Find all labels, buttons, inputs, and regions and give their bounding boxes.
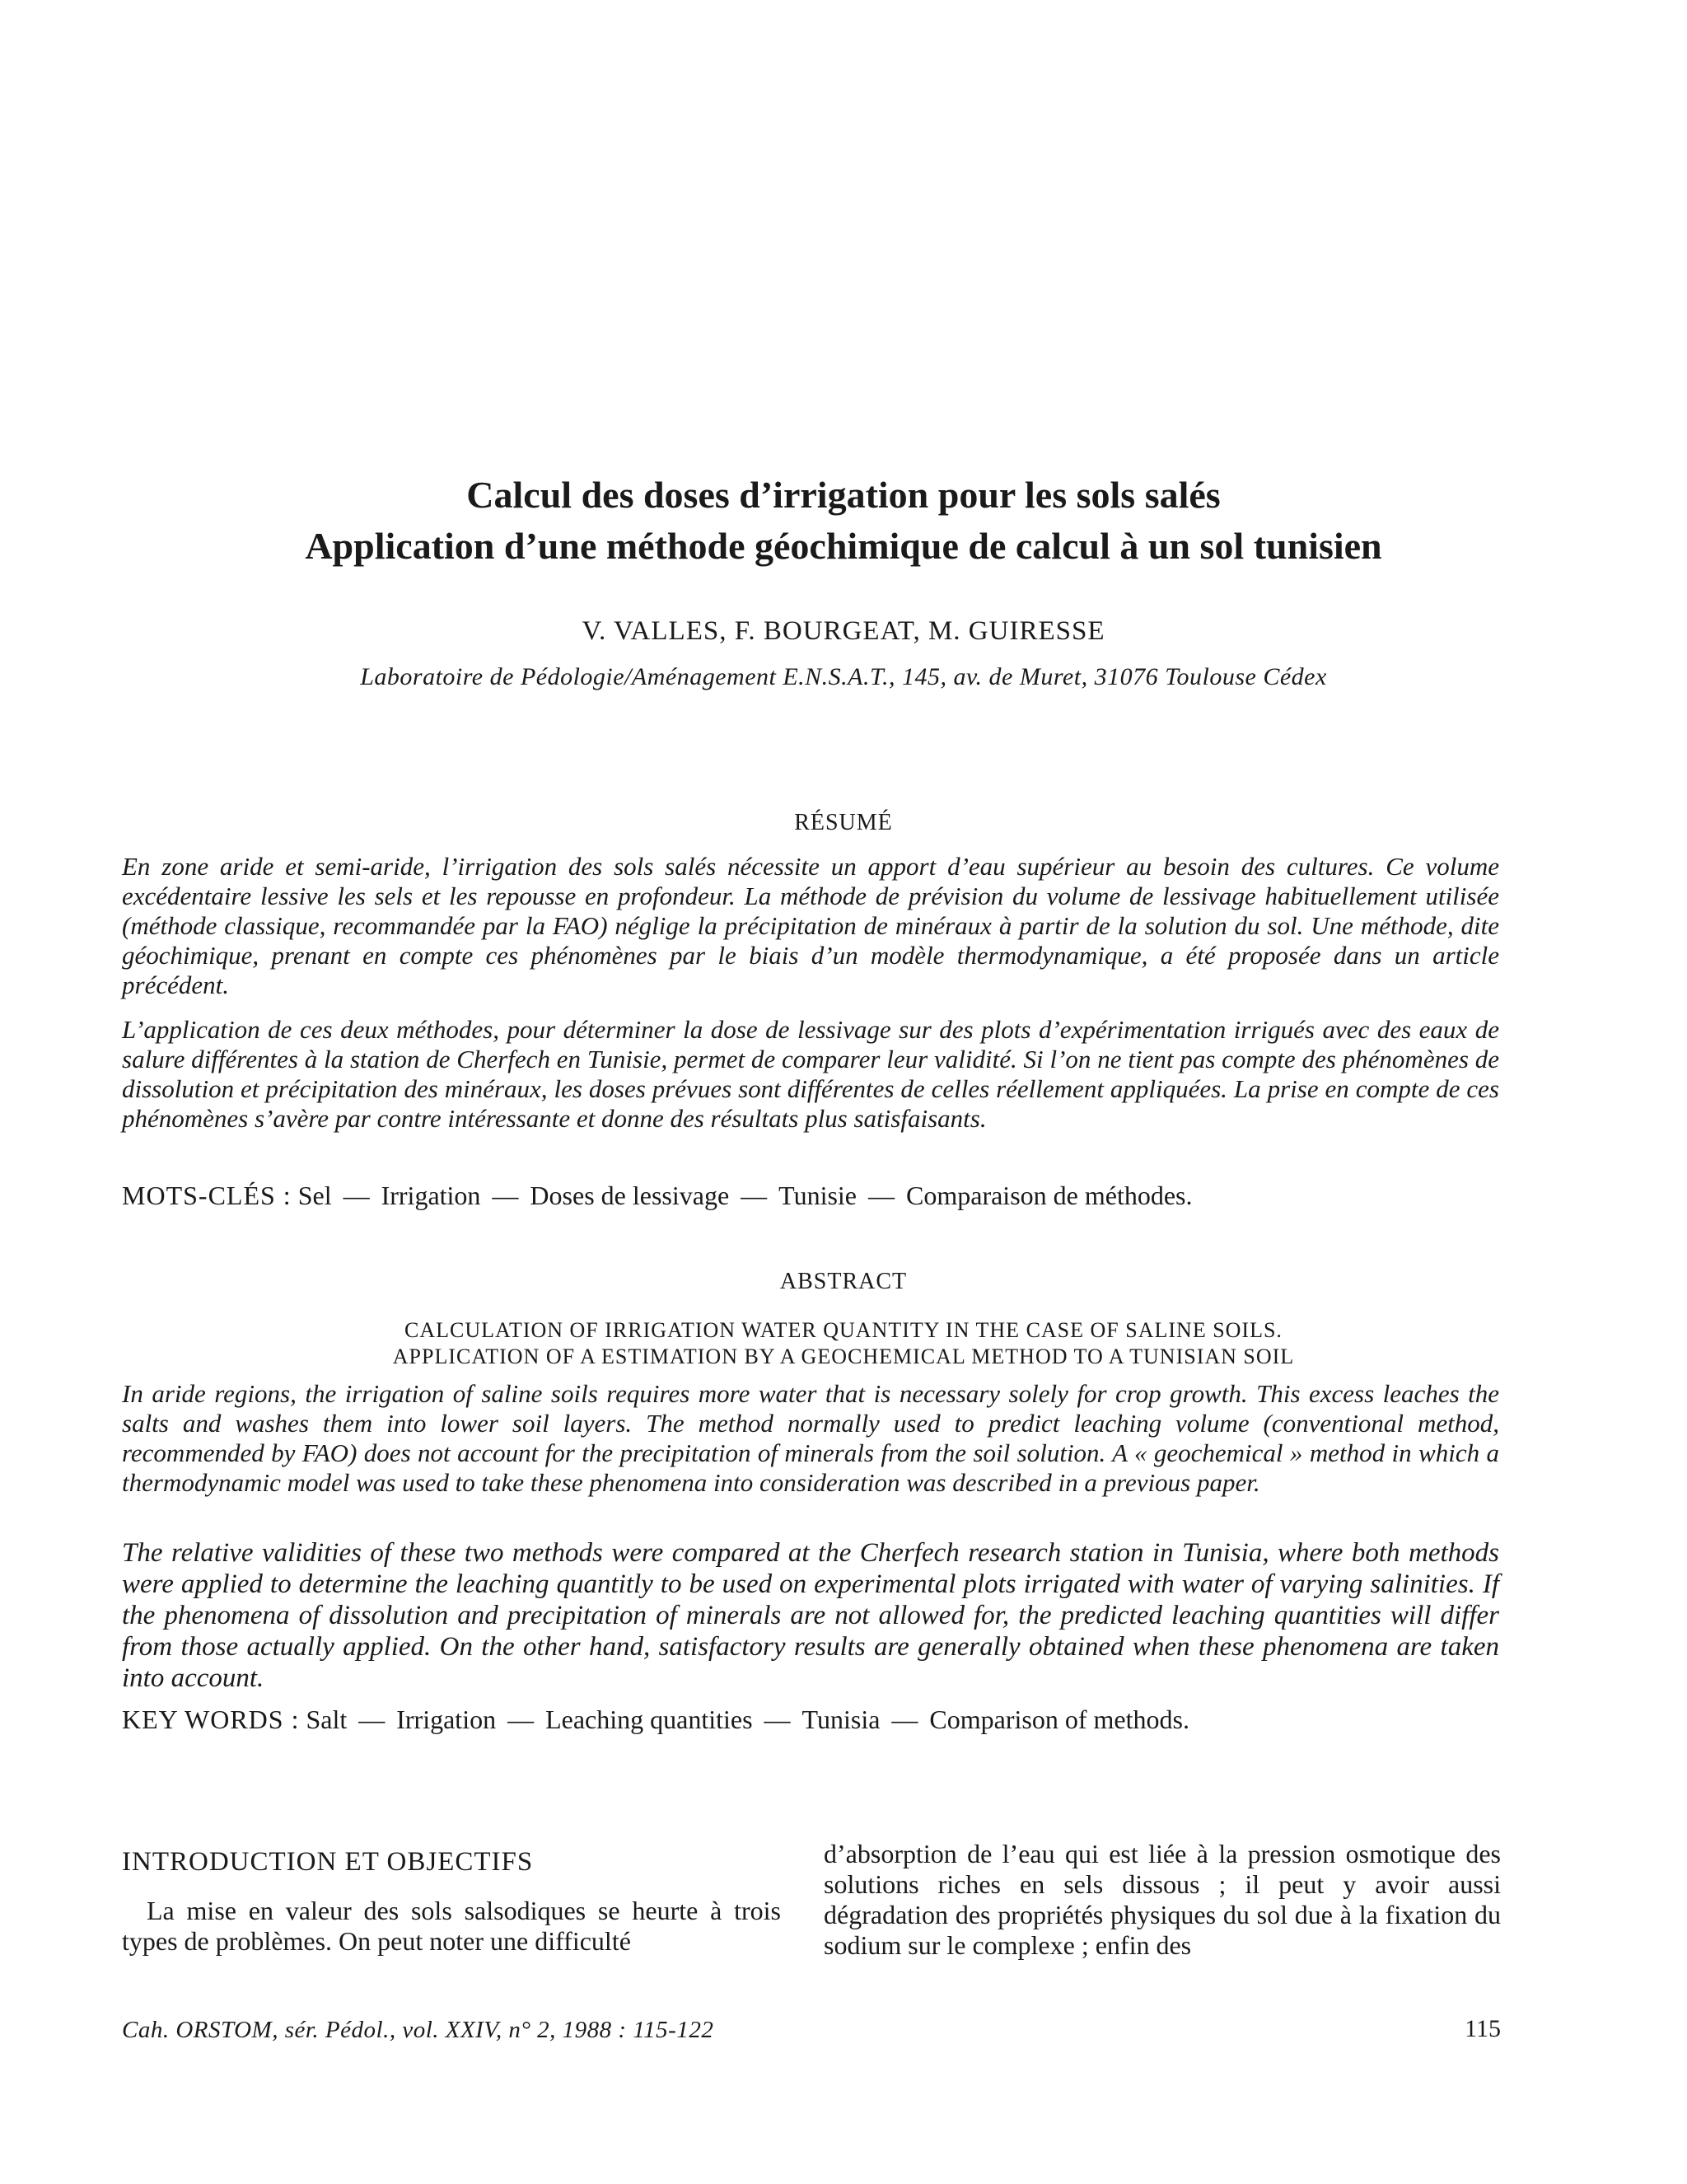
abstract-paragraph-1: In aride regions, the irrigation of saline soils requires more water that is necessary solely for crop growth. This excess leaches the salts and washes them into lower soil layers. The method normally used to predict leaching volume (conventional method, recommended by FAO) does not account for the precipitation of minerals from the soil solution. A « geochemical » method in which a thermodynamic model was used to take these phenomena into consideration was described in a previous paper. [122, 1379, 1499, 1497]
resume-paragraph-2: L’application de ces deux méthodes, pour déterminer la dose de lessivage sur des plots d’expérimentation irrigués avec des eaux de salure différentes à la station de Cherfech en Tunisie, permet de comparer leur validité. Si l’on ne tient pas compte des phénomènes de dissolution et précipitation des minéraux, les doses prévues sont différentes de celles réellement appliquées. La prise en compte de ces phénomènes s’avère par contre intéressante et donne des résultats plus satisfaisants. [122, 1015, 1499, 1133]
abstract-paragraph-2: The relative validities of these two methods were compared at the Cherfech research station in Tunisia, where both methods were applied to determine the leaching quantitly to be used on experimental plots irrigated with water of varying salinities. If the phenomena of dissolution and precipitation of minerals are not allowed for, the predicted leaching quantities will differ from those actually applied. On the other hand, satisfactory results are generally obtained when these phenomena are taken into account. [122, 1538, 1499, 1693]
abstract-heading: ABSTRACT [779, 1269, 908, 1294]
abstract-title-line-2: APPLICATION OF A ESTIMATION BY A GEOCHEMICAL METHOD TO A TUNISIAN SOIL [392, 1345, 1295, 1368]
keyword-separator: — [764, 1705, 791, 1734]
keyword-separator: — [358, 1705, 386, 1734]
author-list: V. VALLES, F. BOURGEAT, M. GUIRESSE [582, 616, 1105, 646]
body-paragraph-right: d’absorption de l’eau qui est liée à la pression osmotique des solutions riches en sels dissous ; il peut y avoir aussi dégradation des propriétés physiques du sol due à la fixation du sodium sur le complexe ; enfin des [824, 1839, 1501, 1960]
abstract-title-line-1: CALCULATION OF IRRIGATION WATER QUANTITY IN THE CASE OF SALINE SOILS. [404, 1318, 1283, 1342]
keyword-separator: — [343, 1181, 370, 1210]
keyword-separator: — [741, 1181, 768, 1210]
abstract-keyword: Salt [306, 1705, 348, 1734]
abstract-keyword: Comparison of methods. [929, 1705, 1189, 1734]
keyword-separator: — [492, 1181, 519, 1210]
resume-keywords [122, 1180, 1499, 1211]
keyword-separator: — [868, 1181, 895, 1210]
keyword-separator: — [507, 1705, 535, 1734]
abstract-keywords-label: KEY WORDS : [122, 1705, 300, 1734]
author-affiliation: Laboratoire de Pédologie/Aménagement E.N.S.A.T., 145, av. de Muret, 31076 Toulouse Cédex [360, 663, 1327, 690]
resume-keywords-label: MOTS-CLÉS : [122, 1181, 292, 1210]
journal-citation: Cah. ORSTOM, sér. Pédol., vol. XXIV, n° 2, 1988 : 115-122 [122, 2017, 714, 2043]
body-column-right [824, 1839, 1501, 1961]
resume-heading: RÉSUMÉ [794, 810, 893, 835]
resume-keyword: Comparaison de méthodes. [906, 1181, 1193, 1210]
article-title-line-2: Application d’une méthode géochimique de calcul à un sol tunisien [305, 525, 1382, 567]
abstract-keyword: Leaching quantities [545, 1705, 753, 1734]
resume-keyword: Irrigation [381, 1181, 481, 1210]
page-number: 115 [1465, 2015, 1501, 2042]
section-heading-introduction: INTRODUCTION ET OBJECTIFS [122, 1847, 534, 1877]
abstract-keyword: Irrigation [396, 1705, 497, 1734]
body-paragraph-left: La mise en valeur des sols salsodiques se heurte à trois types de problèmes. On peut noter une difficulté [122, 1896, 781, 1956]
abstract-keyword: Tunisia [801, 1705, 881, 1734]
article-title-line-1: Calcul des doses d’irrigation pour les sols salés [466, 474, 1221, 516]
resume-keyword: Tunisie [778, 1181, 857, 1210]
keyword-separator: — [891, 1705, 918, 1734]
resume-keyword: Doses de lessivage [530, 1181, 730, 1210]
abstract-keywords [122, 1704, 1499, 1735]
body-column-left [122, 1847, 781, 1957]
resume-paragraph-1: En zone aride et semi-aride, l’irrigation des sols salés nécessite un apport d’eau supérieur au besoin des cultures. Ce volume excédentaire lessive les sels et les repousse en profondeur. La méthode de prévision du volume de lessivage habituellement utilisée (méthode classique, recommandée par la FAO) néglige la précipitation de minéraux à partir de la solution du sol. Une méthode, dite géochimique, prenant en compte ces phénomènes par le biais d’un modèle thermodynamique, a été proposée dans un article précédent. [122, 852, 1499, 999]
resume-keyword: Sel [297, 1181, 332, 1210]
